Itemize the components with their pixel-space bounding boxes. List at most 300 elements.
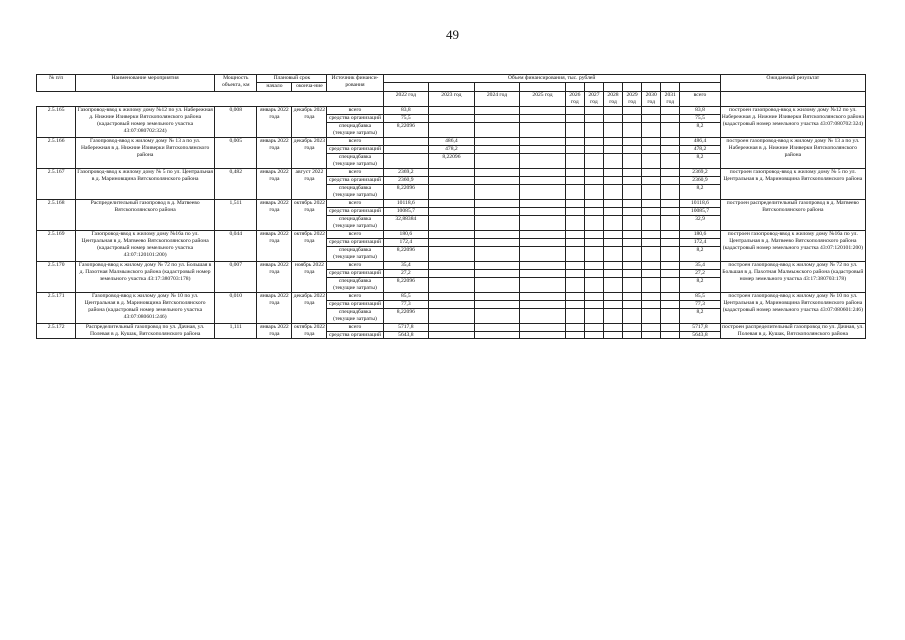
start-date: январь 2022 года (257, 137, 292, 168)
amount-empty (584, 292, 603, 300)
amount-empty (584, 114, 603, 122)
table-row (37, 230, 866, 238)
amount-total: 172,4 (680, 238, 720, 246)
amount-2023 (429, 261, 475, 269)
amount-2022: 27,2 (383, 269, 429, 277)
amount-2023 (429, 277, 475, 292)
table-row (37, 137, 866, 145)
start-date: январь 2022 года (257, 323, 292, 339)
amount-empty (661, 153, 680, 168)
amount-empty (584, 122, 603, 137)
amount-empty (474, 246, 520, 261)
amount-2022: 8,22096 (383, 122, 429, 137)
amount-empty (642, 122, 661, 137)
amount-empty (661, 277, 680, 292)
amount-empty (623, 199, 642, 207)
amount-empty (623, 207, 642, 215)
amount-empty (623, 277, 642, 292)
amount-empty (623, 184, 642, 199)
amount-empty (474, 230, 520, 238)
expected-result: построен распределительный газопровод по ул. Дачная, ул. Полевая в д. Кушак, Вятскополянского района (720, 323, 865, 339)
amount-total: 2369,2 (680, 168, 720, 176)
amount-empty (474, 168, 520, 176)
amount-2023 (429, 106, 475, 114)
amount-empty (474, 261, 520, 269)
amount-empty (603, 269, 622, 277)
funding-source: всего (327, 292, 383, 300)
amount-empty (474, 277, 520, 292)
amount-2022: 32,88384 (383, 215, 429, 230)
amount-empty (584, 215, 603, 230)
amount-total: 2360,9 (680, 176, 720, 184)
row-number: 2.5.168 (37, 199, 76, 230)
amount-2022: 35,4 (383, 261, 429, 269)
funding-source: спецнадбавка (текущие затраты) (327, 184, 383, 199)
row-number: 2.5.171 (37, 292, 76, 323)
capacity-km: 0,044 (215, 230, 257, 261)
amount-empty (565, 145, 584, 153)
amount-empty (474, 331, 520, 339)
amount-empty (603, 137, 622, 145)
amount-empty (661, 269, 680, 277)
header-year-2031: 2031 год (661, 91, 680, 106)
amount-empty (520, 300, 566, 308)
amount-empty (474, 153, 520, 168)
amount-empty (623, 230, 642, 238)
funding-source: всего (327, 230, 383, 238)
expected-result: построен газопровод-ввод к жилому дому №16а по ул. Центральная в д. Матвеево Вятскополянского района (кадастровый номер земельного участка 43:07:120101:200) (720, 230, 865, 261)
amount-empty (474, 122, 520, 137)
amount-2022: 8,22096 (383, 308, 429, 323)
end-date: декабрь 2022 года (292, 292, 327, 323)
amount-empty (474, 114, 520, 122)
expected-result: построен газопровод-ввод к жилому дому № 10 по ул. Центральная в д. Мариновщина Вятскополянского района (кадастровый номер земельного участка 43:07:080601:246) (720, 292, 865, 323)
amount-2022 (383, 137, 429, 145)
amount-2022: 2360,9 (383, 176, 429, 184)
amount-empty (565, 246, 584, 261)
capacity-km: 0,007 (215, 261, 257, 292)
amount-total: 8,2 (680, 153, 720, 168)
funding-source: средства организаций (327, 331, 383, 339)
amount-total: 5643,8 (680, 331, 720, 339)
funding-source: спецнадбавка (текущие затраты) (327, 308, 383, 323)
amount-empty (642, 168, 661, 176)
amount-empty (661, 323, 680, 331)
start-date: январь 2022 года (257, 261, 292, 292)
amount-empty (623, 308, 642, 323)
amount-empty (584, 207, 603, 215)
amount-empty (603, 215, 622, 230)
amount-empty (623, 323, 642, 331)
expected-result: построен газопровод-ввод к жилому дому № 72 по ул. Большая в д. Пахотная Малмыжского района (кадастровый номер земельного участка 43:17:380703:178) (720, 261, 865, 292)
capacity-km: 0,482 (215, 168, 257, 199)
amount-empty (584, 230, 603, 238)
amount-empty (520, 176, 566, 184)
amount-empty (520, 277, 566, 292)
amount-empty (584, 323, 603, 331)
amount-empty (584, 269, 603, 277)
amount-empty (520, 207, 566, 215)
amount-empty (661, 184, 680, 199)
amount-empty (565, 269, 584, 277)
amount-empty (603, 176, 622, 184)
row-number: 2.5.165 (37, 106, 76, 137)
amount-2023: 8,22096 (429, 153, 475, 168)
amount-empty (565, 292, 584, 300)
amount-empty (474, 308, 520, 323)
table-row (37, 261, 866, 269)
amount-empty (565, 137, 584, 145)
amount-2023 (429, 230, 475, 238)
amount-total: 180,6 (680, 230, 720, 238)
amount-total: 83,8 (680, 106, 720, 114)
amount-empty (474, 207, 520, 215)
amount-total: 5717,8 (680, 323, 720, 331)
amount-empty (642, 292, 661, 300)
header-power: Мощность объекта, км (215, 75, 257, 92)
amount-total: 8,2 (680, 184, 720, 199)
amount-total: 8,2 (680, 122, 720, 137)
amount-empty (661, 308, 680, 323)
amount-empty (642, 246, 661, 261)
amount-empty (520, 114, 566, 122)
amount-empty (584, 238, 603, 246)
amount-empty (603, 308, 622, 323)
amount-empty (642, 261, 661, 269)
amount-empty (474, 300, 520, 308)
measure-name: Газопровод-ввод к жилому дому №16а по ул. Центральная в д. Матвеево Вятскополянского района (кадастровый номер земельного участка 43:07:120101:200) (76, 230, 215, 261)
amount-empty (474, 145, 520, 153)
amount-empty (642, 106, 661, 114)
amount-empty (474, 184, 520, 199)
funding-source: всего (327, 323, 383, 331)
amount-empty (642, 230, 661, 238)
header-source: Источник финанси-рования (327, 75, 383, 92)
start-date: январь 2022 года (257, 199, 292, 230)
amount-empty (520, 246, 566, 261)
amount-empty (661, 292, 680, 300)
amount-empty (520, 199, 566, 207)
amount-empty (603, 277, 622, 292)
amount-2023 (429, 300, 475, 308)
amount-empty (623, 122, 642, 137)
amount-empty (565, 238, 584, 246)
amount-empty (642, 300, 661, 308)
amount-total: 8,2 (680, 277, 720, 292)
amount-2023 (429, 215, 475, 230)
funding-source: спецнадбавка (текущие затраты) (327, 153, 383, 168)
amount-empty (520, 230, 566, 238)
amount-empty (603, 238, 622, 246)
amount-empty (623, 300, 642, 308)
funding-source: спецнадбавка (текущие затраты) (327, 246, 383, 261)
measure-name: Газопровод-ввод к жилому дому № 10 по ул. Центральная в д. Мариновщина Вятскополянского района (кадастровый номер земельного участка 43:07:080601:246) (76, 292, 215, 323)
amount-empty (565, 168, 584, 176)
header-num: № п/п (37, 75, 76, 92)
amount-empty (623, 331, 642, 339)
amount-empty (623, 114, 642, 122)
capacity-km: 0,008 (215, 106, 257, 137)
expected-result: построен газопровод-ввод к жилому дому № 5 по ул. Центральная в д. Мариновщина Вятскополянского района (720, 168, 865, 199)
measure-name: Газопровод-ввод к жилому дому № 13 а по ул. Набережная в д. Нижние Изиверки Вятскополянского района (76, 137, 215, 168)
funding-source: средства организаций (327, 207, 383, 215)
row-number: 2.5.169 (37, 230, 76, 261)
amount-2023 (429, 168, 475, 176)
funding-source: средства организаций (327, 238, 383, 246)
amount-empty (603, 207, 622, 215)
amount-empty (661, 230, 680, 238)
amount-empty (565, 153, 584, 168)
amount-empty (565, 122, 584, 137)
amount-empty (520, 122, 566, 137)
start-date: январь 2022 года (257, 230, 292, 261)
amount-empty (603, 323, 622, 331)
amount-empty (661, 261, 680, 269)
amount-empty (474, 199, 520, 207)
header-year-2022: 2022 год (383, 91, 429, 106)
start-date: январь 2022 года (257, 292, 292, 323)
funding-source: всего (327, 168, 383, 176)
amount-empty (623, 153, 642, 168)
amount-empty (603, 261, 622, 269)
header-year-2025: 2025 год (520, 91, 566, 106)
amount-2023 (429, 238, 475, 246)
amount-2022: 75,5 (383, 114, 429, 122)
amount-empty (661, 246, 680, 261)
funding-source: всего (327, 199, 383, 207)
amount-empty (603, 145, 622, 153)
amount-empty (584, 308, 603, 323)
amount-empty (584, 277, 603, 292)
funding-source: спецнадбавка (текущие затраты) (327, 215, 383, 230)
amount-empty (661, 168, 680, 176)
amount-empty (642, 269, 661, 277)
amount-empty (603, 184, 622, 199)
amount-empty (661, 300, 680, 308)
table-row (37, 106, 866, 114)
amount-2022: 83,8 (383, 106, 429, 114)
funding-source: спецнадбавка (текущие затраты) (327, 277, 383, 292)
amount-empty (661, 199, 680, 207)
amount-empty (603, 331, 622, 339)
end-date: октябрь 2022 года (292, 230, 327, 261)
amount-total: 75,5 (680, 114, 720, 122)
measure-name: Газопровод-ввод к жилому дому № 72 по ул. Большая в д. Пахотная Малмыжского района (кадастровый номер земельного участка 43:17:380703:178) (76, 261, 215, 292)
amount-empty (661, 331, 680, 339)
header-total: всего (680, 91, 720, 106)
amount-empty (623, 215, 642, 230)
header-result: Ожидаемый результат (720, 75, 865, 92)
amount-empty (603, 230, 622, 238)
table-row (37, 323, 866, 331)
amount-2023 (429, 246, 475, 261)
funding-source: всего (327, 137, 383, 145)
amount-empty (474, 137, 520, 145)
end-date: октябрь 2022 года (292, 323, 327, 339)
amount-empty (642, 308, 661, 323)
amount-empty (474, 106, 520, 114)
amount-empty (584, 331, 603, 339)
amount-2023 (429, 323, 475, 331)
end-date: декабрь 2023 года (292, 137, 327, 168)
amount-total: 85,5 (680, 292, 720, 300)
amount-empty (474, 292, 520, 300)
amount-empty (565, 199, 584, 207)
funding-source: всего (327, 106, 383, 114)
amount-2023: 486,4 (429, 137, 475, 145)
amount-empty (584, 184, 603, 199)
amount-2022: 10118,6 (383, 199, 429, 207)
amount-empty (584, 106, 603, 114)
amount-empty (520, 269, 566, 277)
measure-name: Распределительный газопровод в д. Матвеево Вятскополянского района (76, 199, 215, 230)
amount-total: 8,2 (680, 308, 720, 323)
row-number: 2.5.170 (37, 261, 76, 292)
amount-empty (584, 168, 603, 176)
amount-empty (642, 215, 661, 230)
funding-source: всего (327, 261, 383, 269)
amount-2023 (429, 269, 475, 277)
amount-total: 32,9 (680, 215, 720, 230)
amount-empty (642, 207, 661, 215)
funding-source: средства организаций (327, 300, 383, 308)
end-date: декабрь 2022 года (292, 106, 327, 137)
amount-empty (474, 238, 520, 246)
amount-2023 (429, 292, 475, 300)
measure-name: Газопровод-ввод к жилому дому № 5 по ул. Центральная в д. Мариновщина Вятскополянского района (76, 168, 215, 199)
amount-empty (623, 261, 642, 269)
amount-empty (623, 137, 642, 145)
amount-empty (584, 246, 603, 261)
amount-empty (565, 331, 584, 339)
amount-empty (661, 215, 680, 230)
table-row (37, 168, 866, 176)
amount-total: 10085,7 (680, 207, 720, 215)
amount-empty (520, 106, 566, 114)
amount-empty (623, 292, 642, 300)
amount-2023 (429, 207, 475, 215)
amount-2022: 85,5 (383, 292, 429, 300)
amount-empty (584, 300, 603, 308)
header-end: оконча-ние (292, 82, 327, 91)
header-volume: Объем финансирования, тыс. рублей (383, 75, 720, 83)
amount-empty (623, 106, 642, 114)
amount-empty (661, 145, 680, 153)
amount-2023 (429, 122, 475, 137)
amount-2023 (429, 199, 475, 207)
amount-empty (623, 246, 642, 261)
amount-empty (474, 269, 520, 277)
amount-empty (642, 277, 661, 292)
amount-2023 (429, 308, 475, 323)
amount-2022 (383, 145, 429, 153)
expected-result: построен газопровод-ввод к жилому дому №12 по ул. Набережная д. Нижние Изиверки Вятскополянского района (кадастровый номер земельного участка 43:07:080702:324) (720, 106, 865, 137)
amount-empty (584, 199, 603, 207)
table-row (37, 199, 866, 207)
header-start: начало (257, 82, 292, 91)
capacity-km: 1,511 (215, 199, 257, 230)
amount-2022 (383, 153, 429, 168)
amount-empty (520, 261, 566, 269)
amount-empty (642, 176, 661, 184)
amount-empty (603, 168, 622, 176)
amount-empty (565, 184, 584, 199)
expected-result: построен газопровод-ввод к жилому дому № 13 а по ул. Набережная в д. Нижние Изиверки Вятскополянского района (720, 137, 865, 168)
amount-empty (565, 277, 584, 292)
amount-empty (642, 153, 661, 168)
amount-total: 478,2 (680, 145, 720, 153)
amount-2022: 5717,8 (383, 323, 429, 331)
amount-empty (642, 323, 661, 331)
amount-2023 (429, 331, 475, 339)
amount-empty (642, 199, 661, 207)
end-date: октябрь 2022 года (292, 199, 327, 230)
expected-result: построен распределительный газопровод в д. Матвеево Вятскополянского района (720, 199, 865, 230)
amount-2022: 10085,7 (383, 207, 429, 215)
amount-empty (584, 261, 603, 269)
start-date: январь 2022 года (257, 106, 292, 137)
start-date: январь 2022 года (257, 168, 292, 199)
amount-empty (584, 145, 603, 153)
amount-empty (623, 168, 642, 176)
amount-empty (623, 145, 642, 153)
amount-empty (565, 207, 584, 215)
amount-empty (603, 199, 622, 207)
amount-2022: 2369,2 (383, 168, 429, 176)
funding-source: средства организаций (327, 176, 383, 184)
amount-empty (603, 106, 622, 114)
amount-2023 (429, 184, 475, 199)
header-year-2029: 2029 год (623, 91, 642, 106)
amount-total: 77,3 (680, 300, 720, 308)
funding-source: средства организаций (327, 269, 383, 277)
amount-2023: 478,2 (429, 145, 475, 153)
amount-empty (584, 176, 603, 184)
amount-empty (565, 176, 584, 184)
header-year-2023: 2023 год (429, 91, 475, 106)
amount-empty (661, 238, 680, 246)
row-number: 2.5.166 (37, 137, 76, 168)
amount-2022: 8,22096 (383, 184, 429, 199)
amount-empty (584, 153, 603, 168)
amount-empty (603, 153, 622, 168)
amount-total: 8,2 (680, 246, 720, 261)
amount-empty (661, 106, 680, 114)
amount-total: 486,4 (680, 137, 720, 145)
row-number: 2.5.172 (37, 323, 76, 339)
funding-source: средства организаций (327, 114, 383, 122)
amount-empty (474, 215, 520, 230)
amount-empty (520, 184, 566, 199)
header-name: Наименование мероприятия (76, 75, 215, 92)
amount-2022: 77,3 (383, 300, 429, 308)
amount-empty (520, 238, 566, 246)
amount-empty (603, 300, 622, 308)
header-year-2026: 2026 год (565, 91, 584, 106)
amount-empty (565, 323, 584, 331)
amount-empty (565, 300, 584, 308)
amount-empty (520, 308, 566, 323)
end-date: август 2022 года (292, 168, 327, 199)
amount-2022: 172,4 (383, 238, 429, 246)
amount-empty (642, 145, 661, 153)
amount-empty (603, 292, 622, 300)
amount-empty (642, 137, 661, 145)
end-date: ноябрь 2022 года (292, 261, 327, 292)
page-number: 49 (446, 27, 459, 42)
header-period: Плановый срок (257, 75, 327, 83)
amount-empty (661, 137, 680, 145)
